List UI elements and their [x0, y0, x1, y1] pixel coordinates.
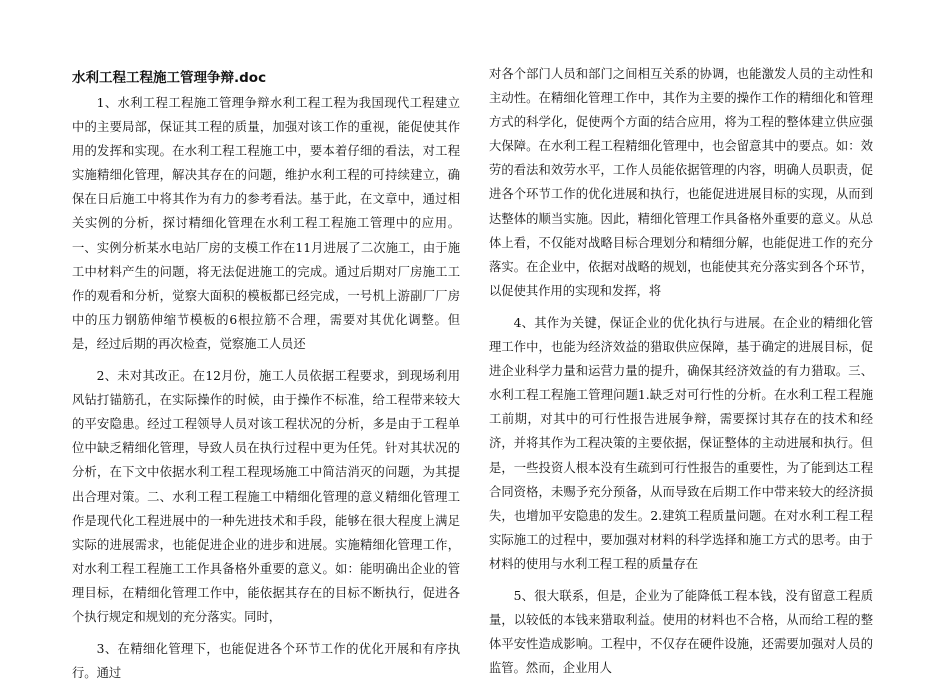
paragraph-2: 2、未对其改正。在12月份，施工人员依据工程要求，到现场利用风钻打锚筋孔，在实际操作的时候，由于操作不标准，给工程带来较大的平安隐患。经过工程领导人员对该工程状况的分析，多是由于工程单位中缺乏精细化管理，导致人员在执行过程中更为任凭。针对其状况的分析，在下文中依据水利工程工程现场施工中简洁消灭的问题，为其提出合理对策。二、水利工程工程施工中精细化管理的意义精细化管理工作是现代化工程进展中的一种先进技术和手段，能够在很大程度上满足实际的进展需求，也能促进企业的进步和进展。实施精细化管理工作，对水利工程工程施工工作具备格外重要的意义。如：能明确出企业的管理目标，在精细化管理工作中，能依据其存在的目标不断执行，促进各个执行规定和规划的充分落实。同时，	[72, 369, 460, 624]
right-column	[489, 62, 873, 688]
paragraph-4: 4、其作为关键，保证企业的优化执行与进展。在企业的精细化管理工作中，也能为经济效益的猎取供应保障，基于确定的进展目标，促进企业科学力量和运营力量的提升，确保其经济效益的有力猎取。三、水利工程工程施工管理问题1.缺乏对可行性的分析。在水利工程工程施工前期，对其中的可行性报告进展争辩，需要探讨其存在的技术和经济，并将其作为工程决策的主要依据，保证整体的主动进展和执行。但是，一些投资人根本没有生疏到可行性报告的重要性，为了能到达工程合同资格，未赐予充分预备，从而导致在后期工作中带来较大的经济损失，也增加平安隐患的发生。2.建筑工程质量问题。在对水利工程工程实际施工的过程中，要加强对材料的科学选择和施工方式的思考。由于材料的使用与水利工程工程的质量存在	[489, 315, 873, 571]
left-column	[72, 62, 460, 693]
paragraph-3-continuation: 对各个部门人员和部门之间相互关系的协调，也能激发人员的主动性和主动性。在精细化管理工作中，其作为主要的操作工作的精细化和管理方式的科学化，促使两个方面的结合应用，将为工程的整体建立供应强大保障。在水利工程工程精细化管理中，也会留意其中的要点。如：效劳的看法和效劳水平，工作人员能依据管理的内容，明确人员职责，促进各个环节工作的优化进展和执行，也能促进进展目标的实现，从而到达整体的顺当实施。因此，精细化管理工作具备格外重要的意义。从总体上看，不仅能对战略目标合理划分和精细分解，也能促进工作的充分落实。在企业中，依据对战略的规划，也能使其充分落实到各个环节，以促使其作用的实现和发挥，将	[489, 67, 873, 298]
paragraph-5: 5、很大联系，但是，企业为了能降低工程本钱，没有留意工程质量，以较低的本钱来猎取利益。使用的材料也不合格，从而给工程的整体平安性造成影响。工程中，不仅存在硬件设施，还需要加强对人员的监管。然而，企业用人	[489, 588, 873, 676]
document-title: 水利工程工程施工管理争辩.doc	[72, 70, 267, 86]
paragraph-3: 3、在精细化管理下，也能促进各个环节工作的优化开展和有序执行。通过	[72, 642, 460, 681]
paragraph-1: 1、水利工程工程施工管理争辩水利工程工程为我国现代工程建立中的主要局部，保证其工程的质量，加强对该工作的重视，能促使其作用的发挥和实现。在水利工程工程施工中，要本着仔细的看法，对工程实施精细化管理，解决其存在的问题，维护水利工程的可持续建立，确保在日后施工中将其作为有力的参考看法。基于此，在文章中，通过相关实例的分析，探讨精细化管理在水利工程工程施工管理中的应用。一、实例分析某水电站厂房的支模工作在11月进展了二次施工，由于施工中材料产生的问题，将无法促进施工的完成。通过后期对厂房施工工作的观看和分析，觉察大面积的模板都已经完成，一号机上游副厂厂房中的压力钢筋伸缩节模板的6根拉筋不合理，需要对其优化调整。但是，经过后期的再次检查，觉察施工人员还	[72, 96, 460, 351]
